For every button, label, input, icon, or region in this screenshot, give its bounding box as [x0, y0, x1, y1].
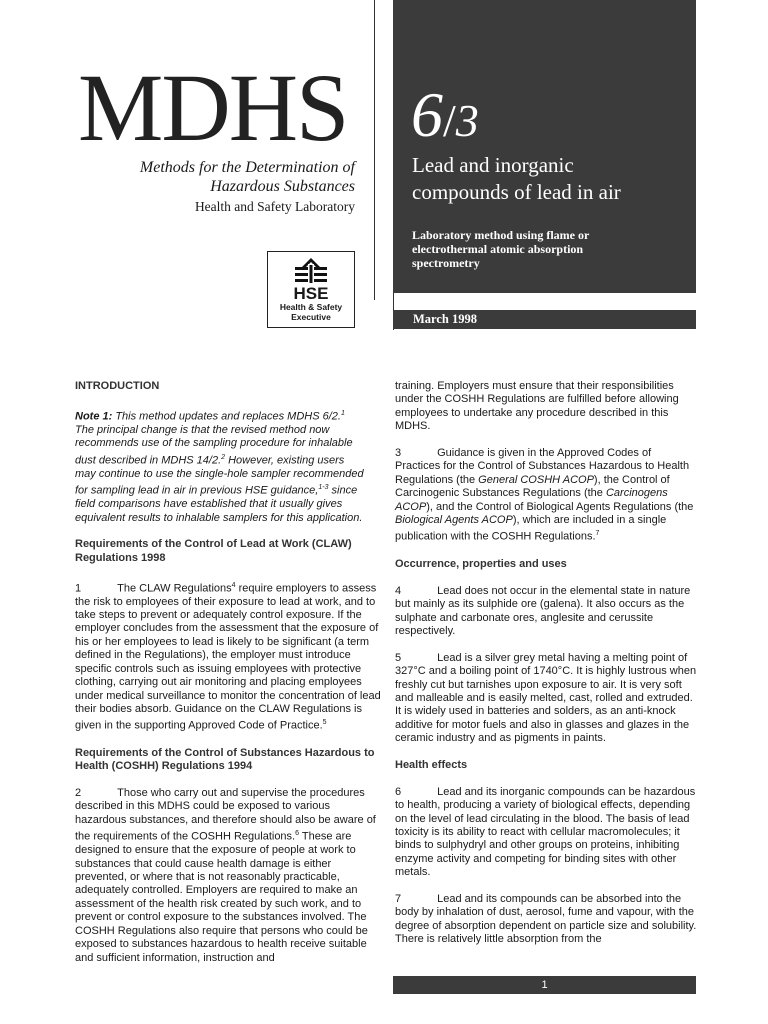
coshh-heading: Requirements of the Control of Substances Hazardous to Health (COSHH) Regulations 1994 [75, 746, 375, 773]
title-panel [393, 0, 696, 293]
para-text: Lead does not occur in the elemental state in nature but mainly as its sulphide ore (galena). It also occurs as the sulphate and carbonate ores, anglesite and cerussite respectively. [395, 584, 691, 637]
paragraph-3 [395, 447, 697, 545]
method-number [411, 80, 479, 156]
logo-sub1: Health & Safety [279, 302, 343, 312]
intro-heading: INTRODUCTION [75, 380, 160, 392]
note-text: since [328, 484, 358, 497]
paragraph-4 [395, 585, 697, 639]
para-number: 2 [75, 786, 82, 799]
note-text: equivalent results to inhalable samplers for this application. [75, 511, 363, 524]
footnote-ref: 5 [322, 719, 327, 727]
lab-name: Health and Safety Laboratory [194, 199, 355, 214]
footnote-ref: 6 [295, 830, 300, 838]
method-number-major: 6 [411, 79, 443, 150]
acop-name: Biological Agents ACOP [395, 514, 513, 527]
para-text: Lead and its inorganic compounds can be hazardous to health, producing a variety of biological effects, depending on the level of lead circulating in the blood. The basis of lead toxicity is its ability to react with cellular macromolecules; it binds to sulphydryl and other groups on proteins, inhibiting enzyme activity and competing for binding sites with other metals. [395, 785, 696, 879]
note-text: recommends use of the sampling procedure for inhalable [75, 437, 353, 450]
method-subtitle-line1: Laboratory method using flame or [412, 228, 590, 242]
right-column [395, 380, 697, 960]
paragraph-5 [395, 652, 697, 746]
note-text: However, existing users [225, 454, 345, 467]
note-text: This method updates and replaces MDHS 6/2. [112, 410, 341, 423]
acop-name: Carcinogens ACOP [395, 487, 668, 513]
para-text: These are designed to ensure that the exposure of people at work to substances that could cause health damage is either prevented, or where that is not reasonably practicable, adequately controlled. Employers are required to make an assessment of the health risk created by such work, and to prevent or control exposure to the substances involved. The COSHH Regulations also require that persons who could be exposed to substances hazardous to health receive suitable and sufficient information, instruction and [75, 830, 368, 964]
note-text: The principal change is that the revised method now [75, 423, 330, 436]
paragraph-6 [395, 786, 697, 880]
note-text: may continue to use the single-hole sampler recommended [75, 467, 364, 480]
series-subtitle-line2: Hazardous Substances [210, 178, 355, 195]
method-number-minor: 3 [455, 95, 479, 146]
para-text: Guidance is given in the Approved Codes of Practices for the Control of Substances Hazardous to Health Regulations (the [395, 447, 690, 486]
paragraph-7 [395, 893, 697, 947]
para-text: require employers to assess the risk to employees of their exposure to lead at work, and to take steps to prevent or adequately control exposure. If the employer concludes from the assessment that the exposure of his or her employees to lead is likely to be significant (a term defined in the Regulations), the employer must introduce specific controls such as issuing employees with protective clothing, carrying out air monitoring and placing employees under medical surveillance to monitor the concentration of lead their bodies absorb. Guidance on the CLAW Regulations is given in the supporting Approved Code of Practice. [75, 582, 381, 732]
method-subtitle [412, 228, 662, 270]
logo-sub2: Executive [291, 312, 331, 322]
hse-logo [267, 251, 355, 328]
para-text: Those who carry out and supervise the procedures described in this MDHS could be exposed to various hazardous substances, and therefore should also be aware of the requirements of the COSHH Regulations. [75, 786, 376, 843]
footnote-ref: 4 [231, 581, 236, 589]
series-subtitle-line1: Methods for the Determination of [139, 159, 355, 176]
note-label: Note 1: [75, 410, 113, 423]
paragraph-2-continued: training. Employers must ensure that their responsibilities under the COSHH Regulations are fulfilled before allowing employees to undertake any procedure described in this MDHS. [395, 380, 679, 433]
para-text: ), the Control of Carcinogenic Substances Regulations (the [395, 473, 670, 500]
paragraph-1 [75, 579, 383, 734]
claw-heading: Requirements of the Control of Lead at Work (CLAW) Regulations 1998 [75, 538, 352, 564]
para-number: 5 [395, 651, 402, 664]
note-text: field comparisons have established that it usually gives [75, 498, 343, 511]
method-title-line2: compounds of lead in air [412, 180, 621, 204]
occurrence-heading: Occurrence, properties and uses [395, 557, 567, 570]
para-text: ), and the Control of Biological Agents Regulations (the [426, 500, 694, 513]
para-text: Lead is a silver grey metal having a melting point of 327°C and a boiling point of 1740°C. It is highly lustrous when freshly cut but tarnishes upon exposure to air. It is very soft and malleable and is easily melted, cast, rolled and extruded. It is widely used in batteries and solders, as an anti-knock additive for motor fuels and also in glasses and glazes in the ceramic industry and as pigments in paints. [395, 651, 697, 745]
footnote-ref: 7 [595, 530, 600, 538]
method-title-line1: Lead and inorganic [412, 153, 574, 177]
note-1 [75, 407, 383, 525]
para-number: 1 [75, 582, 82, 595]
para-text: Lead and its compounds can be absorbed into the body by inhalation of dust, aerosol, fume and vapour, with the degree of absorption dependent on particle size and solubility. There is relatively little absorption from the [395, 892, 697, 946]
hse-emblem-icon [294, 258, 328, 284]
note-text: for sampling lead in air in previous HSE guidance, [75, 484, 319, 497]
left-column [75, 380, 383, 978]
logo-hse-text: HSE [293, 284, 329, 303]
header-rule-left [374, 0, 375, 300]
para-number: 6 [395, 785, 402, 798]
page-number: 1 [393, 976, 696, 994]
paragraph-2 [75, 787, 383, 965]
health-effects-heading: Health effects [395, 758, 468, 771]
note-ref: 2 [221, 453, 226, 461]
para-text: ), which are included in a single publication with the COSHH Regulations. [395, 514, 667, 544]
method-title [412, 152, 692, 206]
series-title: MDHS [78, 54, 348, 161]
para-number: 4 [395, 584, 402, 597]
publication-date: March 1998 [393, 310, 696, 329]
method-subtitle-line2: electrothermal atomic absorption [412, 242, 584, 256]
para-number: 3 [395, 447, 402, 460]
method-number-slash: / [443, 95, 456, 146]
para-number: 7 [395, 892, 402, 905]
acop-name: General COSHH ACOP [478, 473, 594, 486]
method-subtitle-line3: spectrometry [412, 256, 480, 270]
series-subtitle [140, 158, 355, 196]
note-ref: 1 [340, 409, 345, 417]
para-text: The CLAW Regulations [117, 582, 232, 595]
note-text: dust described in MDHS 14/2. [75, 454, 222, 467]
note-ref: 1-3 [318, 484, 329, 492]
